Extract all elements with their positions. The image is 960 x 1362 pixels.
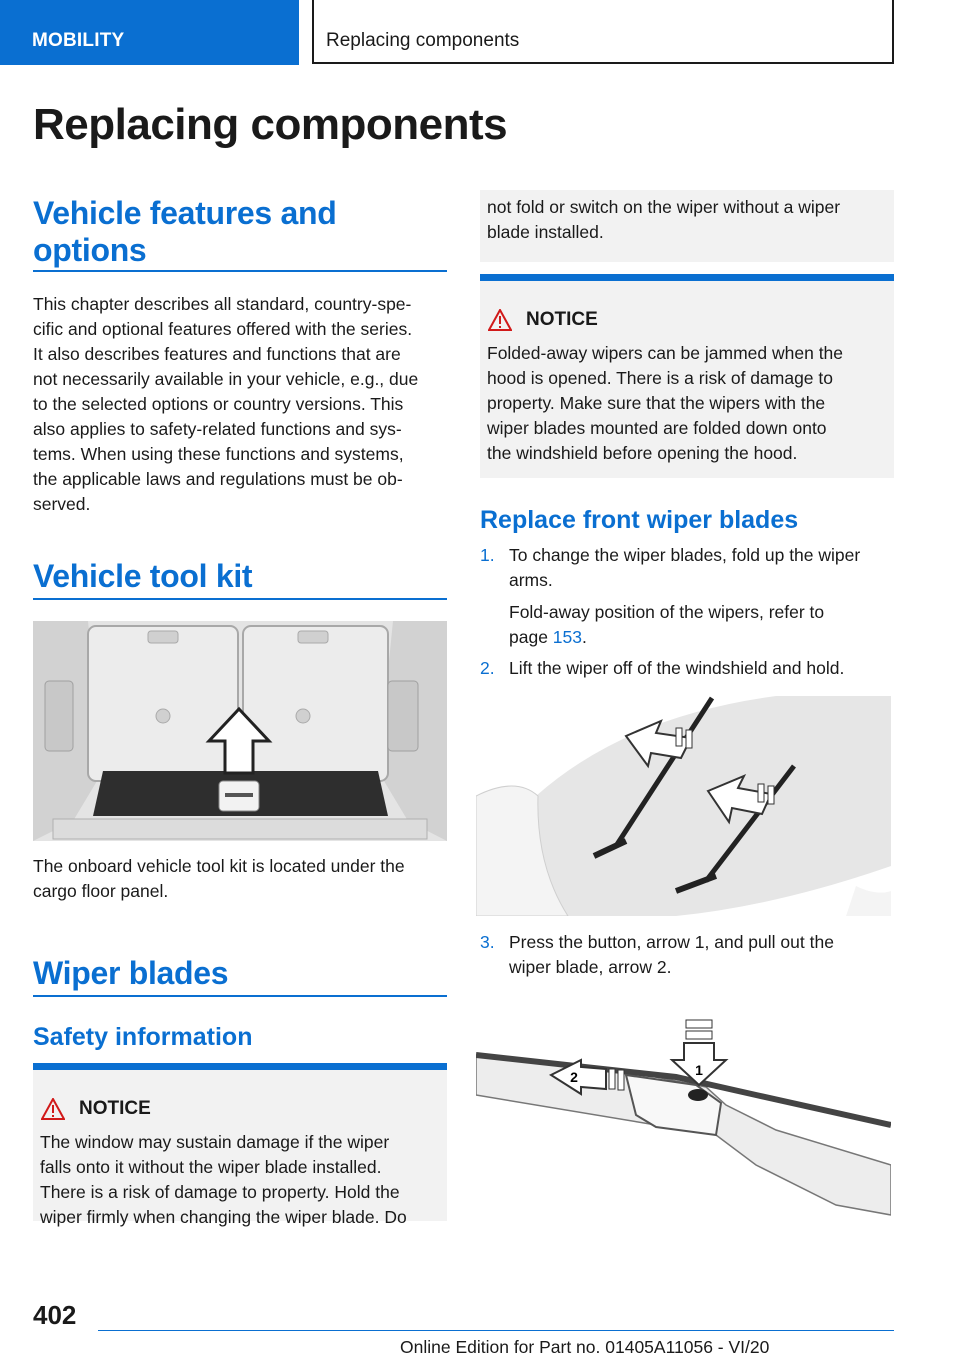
replace-heading: Replace front wiper blades <box>480 506 799 534</box>
wiper-blade-illustration <box>476 1015 891 1220</box>
wiper-rule <box>33 995 447 997</box>
safety-heading: Safety information <box>33 1023 253 1051</box>
step-1: 1. To change the wiper blades, fold up the wiper arms. <box>480 545 861 590</box>
features-rule <box>33 270 447 272</box>
windshield-wipers-illustration <box>476 696 891 916</box>
notice-box-1 <box>33 1063 447 1227</box>
section-tab <box>0 0 299 65</box>
notice-text-2: Folded-away wipers can be jammed when the hood is opened. There is a risk of damage to property. Make sure that the wipers with the wiper blades mounted are folded down onto the windshield before opening the hood. <box>487 343 844 463</box>
footer-rule <box>98 1330 894 1331</box>
notice-box-2 <box>480 274 894 478</box>
page-number: 402 <box>33 1300 77 1330</box>
features-heading: Vehicle features and options <box>33 195 337 268</box>
step-3: 3. Press the button, arrow 1, and pull out the wiper blade, arrow 2. <box>480 932 834 977</box>
page-link-153[interactable]: 153 <box>552 627 582 647</box>
notice-text-1: The window may sustain damage if the wiper falls onto it without the wiper blade installed. There is a risk of damage to property. Hold the wiper firmly when changing the wiper blade. Do <box>40 1132 407 1227</box>
trunk-tool-kit-illustration <box>33 621 447 841</box>
page-title: Replacing components <box>33 100 508 149</box>
arrow-label-2: 2 <box>570 1069 578 1085</box>
features-text: This chapter describes all standard, country-spe‐ cific and optional features offered with the series. It also describes features and functions that are not necessarily available in your vehicle, e.g., due to the selected options or country versions. This also applies to safety-related functions and sys‐ tems. When using these functions and systems, the applicable laws and regulations must be ob‐ served. <box>33 294 419 514</box>
topic-label: Replacing components <box>326 30 520 51</box>
step-1-sub: Fold-away position of the wipers, refer to page 153. <box>509 602 825 647</box>
warning-icon <box>41 1098 65 1120</box>
notice-continued-box: not fold or switch on the wiper without a wiper blade installed. <box>480 190 894 262</box>
toolkit-rule <box>33 598 447 600</box>
section-tab-label: MOBILITY <box>32 30 125 51</box>
arrow-label-1: 1 <box>695 1062 703 1078</box>
step-2: 2. Lift the wiper off of the windshield and hold. <box>480 658 845 678</box>
toolkit-heading: Vehicle tool kit <box>33 558 253 594</box>
wiper-heading: Wiper blades <box>33 955 229 991</box>
notice-label-1: NOTICE <box>79 1098 151 1119</box>
notice-label-2: NOTICE <box>526 309 598 330</box>
topic-box <box>312 0 894 64</box>
toolkit-text: The onboard vehicle tool kit is located under the cargo floor panel. <box>33 856 405 901</box>
edition-text: Online Edition for Part no. 01405A11056 - VI/20 <box>400 1337 770 1357</box>
warning-icon <box>488 309 512 331</box>
